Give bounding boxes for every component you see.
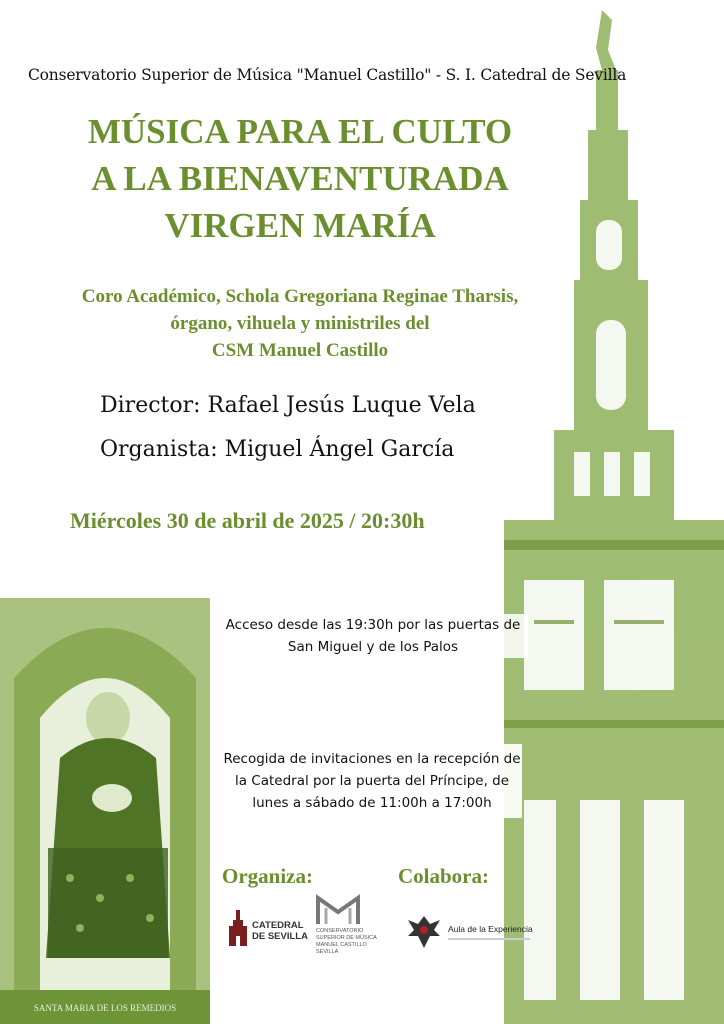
cathedral-icon	[226, 908, 250, 948]
catedral-logo-line-1: CATEDRAL	[252, 920, 304, 931]
performers-line-3: CSM Manuel Castillo	[211, 340, 389, 361]
access-line-2: San Miguel y de los Palos	[287, 639, 459, 655]
colabora-label: Colabora:	[398, 864, 489, 888]
invitations-line-1: Recogida de invitaciones en la recepción de	[223, 751, 521, 767]
title-line-3: VIRGEN MARÍA	[164, 206, 436, 245]
director-credit: Director: Rafael Jesús Luque Vela	[100, 393, 476, 418]
aula-logo-label: Aula de la Experiencia	[448, 924, 533, 934]
performers-line-2: órgano, vihuela y ministriles del	[170, 313, 430, 334]
invitations-line-3: lunes a sábado de 11:00h a 17:00h	[252, 795, 492, 811]
performers	[20, 283, 580, 364]
catedral-logo-line-2: DE SEVILLA	[252, 931, 308, 942]
title-line-2: A LA BIENAVENTURADA	[91, 159, 509, 198]
performers-line-1: Coro Académico, Schola Gregoriana Reginae Tharsis,	[81, 286, 519, 307]
concert-title	[20, 108, 580, 249]
event-datetime: Miércoles 30 de abril de 2025 / 20:30h	[70, 508, 425, 533]
virgin-mary-painting	[0, 598, 210, 1024]
aula-logo-rule	[448, 938, 530, 940]
organiza-label: Organiza:	[222, 864, 313, 888]
organist-credit: Organista: Miguel Ángel García	[100, 437, 455, 462]
title-line-1: MÚSICA PARA EL CULTO	[87, 112, 513, 151]
invitations-line-2: la Catedral por la puerta del Príncipe, de	[234, 773, 510, 789]
csm-logo-line-1: CONSERVATORIO	[316, 928, 364, 934]
csm-manuel-castillo-logo	[316, 894, 406, 960]
invitations-info	[222, 744, 522, 818]
catedral-sevilla-logo	[226, 908, 310, 954]
csm-logo-line-2: SUPERIOR DE MÚSICA	[316, 935, 377, 941]
access-info	[218, 614, 528, 658]
credits	[100, 384, 540, 472]
painting-caption: SANTA MARIA DE LOS REMEDIOS	[33, 1003, 177, 1013]
aula-emblem-icon	[404, 912, 444, 952]
access-line-1: Acceso desde las 19:30h por las puertas de	[225, 617, 521, 633]
csm-m-icon	[316, 894, 360, 926]
institutions-header: Conservatorio Superior de Música "Manuel Castillo" - S. I. Catedral de Sevilla	[28, 66, 627, 84]
csm-logo-line-3: MANUEL CASTILLO	[316, 942, 367, 948]
aula-experiencia-logo	[404, 912, 534, 954]
csm-logo-line-4: SEVILLA	[316, 949, 339, 955]
